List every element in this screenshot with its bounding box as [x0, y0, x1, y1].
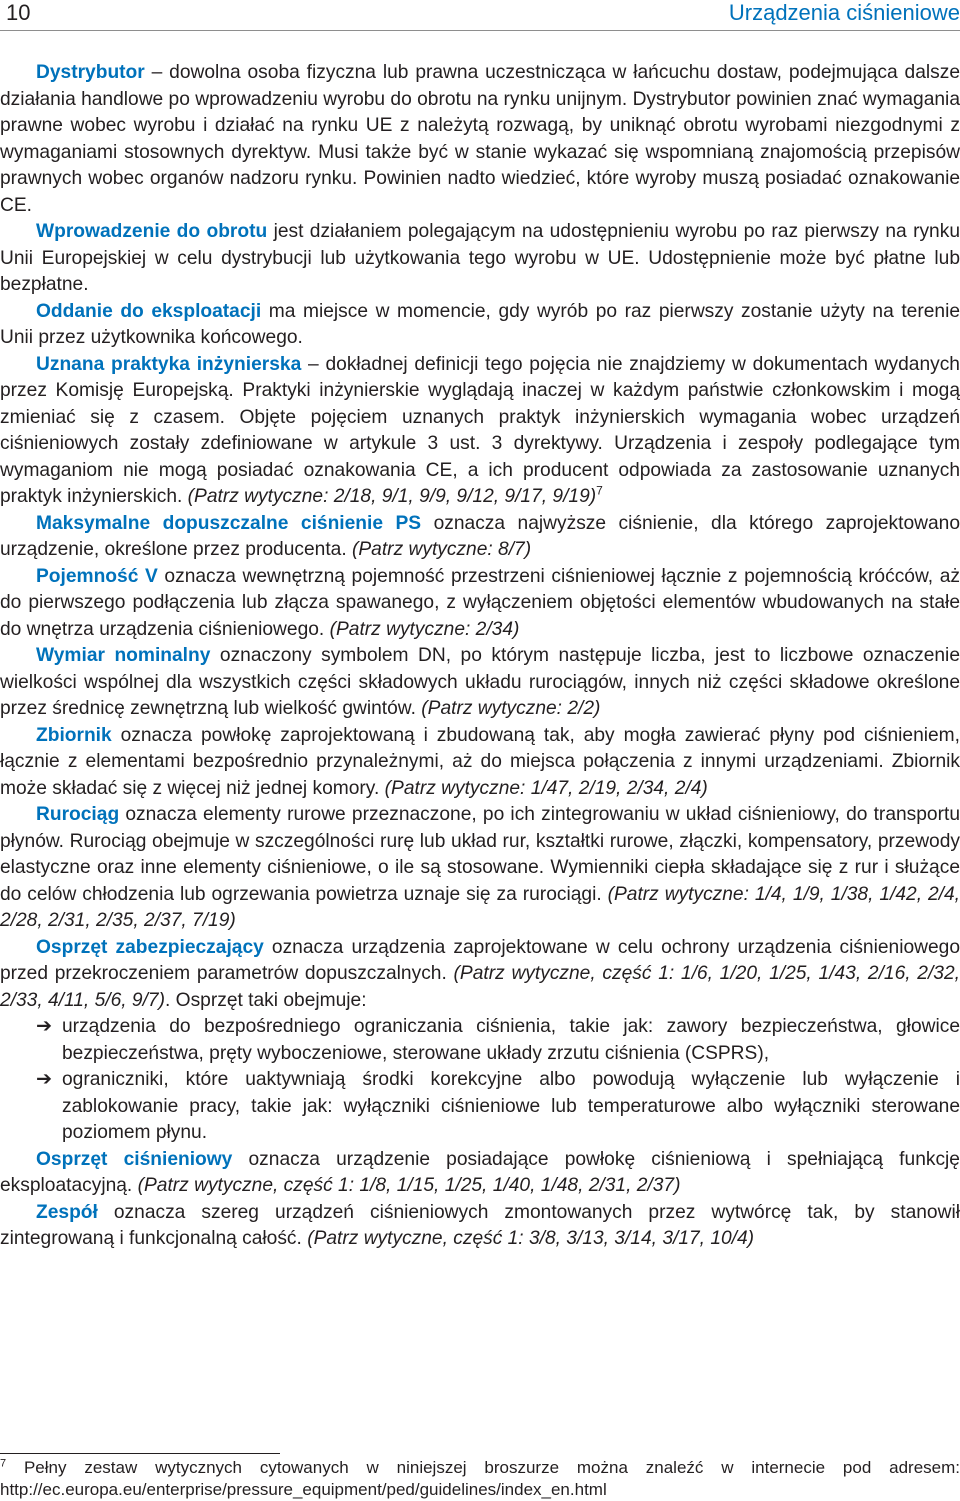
arrow-right-icon: ➔ [36, 1069, 53, 1090]
definition-paragraph [0, 935, 960, 1015]
definition-text: oznacza powłokę zaprojektowaną i zbudowaną tak, aby mogła zawierać płyny pod ciśnieniem, łącznie z elementami bezpośrednio przynależnymi, aż do miejsca połączenia z innymi urządzeniami. Zbiornik może składać się z więcej niż jednej komory. [0, 724, 960, 799]
guideline-reference: (Patrz wytyczne, część 1: 1/8, 1/15, 1/25, 1/40, 1/48, 2/31, 2/37) [137, 1175, 681, 1196]
guideline-reference: (Patrz wytyczne: 1/4, 1/9, 1/38, 1/42, 2/4, 2/28, 2/31, 2/35, 2/37, 7/19) [0, 883, 960, 931]
definition-term: Osprzęt zabezpieczający [36, 936, 264, 958]
definition-term: Zbiornik [36, 724, 112, 746]
definition-term: Rurociąg [36, 804, 120, 825]
body-text [0, 60, 960, 1253]
list-item-text: urządzenia do bezpośredniego ograniczania ciśnienia, takie jak: zawory bezpieczeństwa, głowice bezpieczeństwa, pręty wyboczeniowe, sterowane układy zrzutu ciśnienia (CSPRS), [62, 1016, 960, 1064]
definition-term: Wymiar nominalny [36, 645, 211, 666]
definition-paragraph [0, 1200, 960, 1253]
guideline-reference: (Patrz wytyczne, część 1: 1/6, 1/20, 1/25, 1/43, 2/16, 2/32, 2/33, 4/11, 5/6, 9/7) [0, 963, 960, 1011]
guideline-reference: (Patrz wytyczne, część 1: 3/8, 3/13, 3/14, 3/17, 10/4) [307, 1228, 755, 1249]
guideline-reference: (Patrz wytyczne: 2/34) [329, 618, 520, 640]
definition-term: Zespół [36, 1201, 98, 1223]
guideline-reference: (Patrz wytyczne: 8/7) [351, 539, 532, 560]
definition-term: Maksymalne dopuszczalne ciśnienie PS [36, 512, 422, 534]
definition-text: jest działaniem polegającym na udostępnieniu wyrobu po raz pierwszy na rynku Unii Europejskiej w celu dystrybucji lub użytkowania tego wyrobu w UE. Udostępnienie może być płatne lub bezpłatne. [0, 221, 960, 295]
definition-term: Osprzęt ciśnieniowy [36, 1148, 233, 1170]
definition-term: Dystrybutor [36, 62, 145, 83]
running-header [0, 0, 960, 31]
definition-paragraph [0, 802, 960, 935]
footnote [0, 1457, 960, 1501]
definition-text: ma miejsce w momencie, gdy wyrób po raz pierwszy zostanie użyty na terenie Unii przez użytkownika końcowego. [0, 300, 960, 348]
footnote-separator [0, 1453, 280, 1454]
definition-text: oznaczony symbolem DN, po którym następuje liczba, jest to liczbowe oznaczenie wielkości wspólnej dla wszystkich części składowych układu rurociągów, innych niż części składowe określone przez średnicę zewnętrzną lub wielkość gwintów. [0, 645, 960, 719]
page-number: 10 [6, 0, 31, 25]
list-item-text: ograniczniki, które uaktywniają środki korekcyjne albo powodują wyłączenie lub wyłączenie i zablokowanie pracy, takie jak: wyłączniki ciśnieniowe lub temperaturowe albo wyłączniki sterowane poziomem płynu. [62, 1069, 960, 1143]
definition-paragraph [0, 60, 960, 219]
definition-text: oznacza urządzenie posiadające powłokę ciśnieniową i spełniającą funkcję eksploatacyjną. [0, 1148, 960, 1196]
definition-paragraph [0, 564, 960, 644]
definition-text: oznacza wewnętrzną pojemność przestrzeni ciśnieniowej łącznie z pojemnością króćców, aż do pierwszego podłączenia lub złącza spawanego, z wyłączeniem objętości elementów wbudowanych na stałe do wnętrza urządzenia ciśnieniowego. [0, 565, 960, 640]
footnote-mark: 7 [0, 1457, 7, 1470]
definition-text-continued: . Osprzęt taki obejmuje: [165, 989, 367, 1011]
footnote-reference: 7 [596, 483, 603, 498]
chapter-title: Urządzenia ciśnieniowe [728, 0, 960, 25]
list-item [0, 1014, 960, 1067]
definition-paragraph [0, 219, 960, 299]
definition-paragraph [0, 723, 960, 803]
definition-term: Wprowadzenie do obrotu [36, 221, 268, 242]
definition-text: oznacza szereg urządzeń ciśnieniowych zmontowanych przez wytwórcę tak, by stanowił zintegrowaną i funkcjonalną całość. [0, 1201, 960, 1249]
safety-accessories-list [0, 1014, 960, 1147]
definition-paragraph [0, 299, 960, 352]
definition-text: – dokładnej definicji tego pojęcia nie znajdziemy w dokumentach wydanych przez Komisję Europejską. Praktyki inżynierskie wyglądają inaczej w każdym państwie członkowskim i mogą zmieniać się z czasem. Objęte pojęciem uznanych praktyk inżynierskich wymagania wobec urządzeń ciśnieniowych zostały zdefiniowane w artykule 3 ust. 3 dyrektywy. Urządzenia i zespoły podlegające tym wymaganiom nie mogą posiadać oznakowania CE, a ich producent odpowiada za zastosowanie uznanych praktyk inżynierskich. [0, 353, 960, 507]
list-item [0, 1067, 960, 1147]
definition-term: Oddanie do eksploatacji [36, 300, 262, 322]
guideline-reference: (Patrz wytyczne: 2/2) [421, 698, 601, 719]
definition-paragraph [0, 643, 960, 723]
definition-text: oznacza elementy rurowe przeznaczone, po ich zintegrowaniu w układ ciśnieniowy, do transportu płynów. Rurociąg obejmuje w szczególności rurę lub układ rur, kształtki rurowe, złączki, kompensatory, przewody elastyczne oraz inne elementy ciśnieniowe, o ile są stosowane. Wymienniki ciepła składające się z rur i służące do celów chłodzenia lub ogrzewania powietrza uznaje się za rurociągi. [0, 804, 960, 905]
definition-paragraph [0, 1147, 960, 1200]
definition-text: oznacza urządzenia zaprojektowane w celu ochrony urządzenia ciśnieniowego przed przekroczeniem parametrów dopuszczalnych. [0, 936, 960, 984]
definition-text: – dowolna osoba fizyczna lub prawna uczestnicząca w łańcuchu dostaw, podejmująca dalsze działania handlowe po wprowadzeniu wyrobu do obrotu na rynku unijnym. Dystrybutor powinien znać wymagania prawne wobec wyrobu i działać na rynku UE z należytą rozwagą, by uniknąć obrotu wyrobami niezgodnymi z wymaganiami stosownych dyrektyw. Musi także być w stanie wykazać się wspomnianą znajomością przepisów prawnych wobec organów nadzoru rynku. Powinien nadto wiedzieć, które wyroby muszą posiadać oznakowanie CE. [0, 62, 960, 216]
guideline-reference: (Patrz wytyczne: 2/18, 9/1, 9/9, 9/12, 9/17, 9/19) [187, 486, 597, 507]
definition-paragraph [0, 511, 960, 564]
arrow-right-icon: ➔ [36, 1016, 53, 1037]
definition-paragraph [0, 352, 960, 511]
definition-term: Pojemność V [36, 565, 158, 587]
definition-text: oznacza najwyższe ciśnienie, dla którego zaprojektowano urządzenie, określone przez producenta. [0, 512, 960, 560]
definition-term: Uznana praktyka inżynierska [36, 353, 302, 375]
guideline-reference: (Patrz wytyczne: 1/47, 2/19, 2/34, 2/4) [384, 777, 708, 799]
footnote-text: Pełny zestaw wytycznych cytowanych w niniejszej broszurze można znaleźć w internecie pod adresem: http://ec.europa.eu/enterprise/pressure_equipment/ped/guidelines/index_en.html [0, 1458, 960, 1499]
